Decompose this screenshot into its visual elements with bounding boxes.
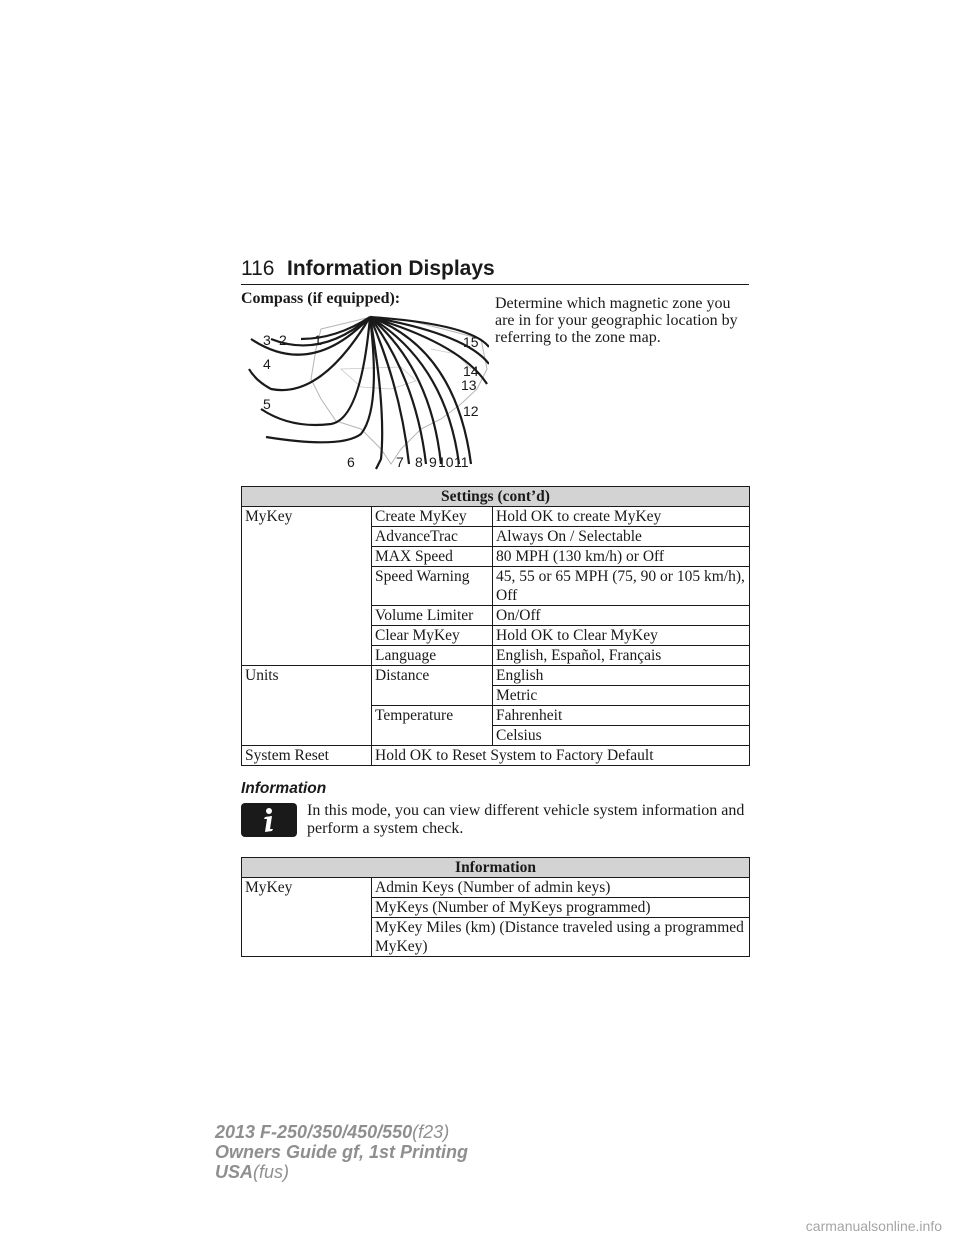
header-rule [241,284,749,285]
mykey-value: Always On / Selectable [493,527,750,547]
mykey-value: 80 MPH (130 km/h) or Off [493,547,750,567]
zone-label: 4 [263,356,271,372]
zone-label: 3 [263,332,271,348]
compass-zone-map [241,309,489,471]
temperature-option: Fahrenheit [493,706,750,726]
language-label: Language [372,646,493,666]
info-icon [241,803,297,837]
table-row [242,746,750,766]
zone-label: 11 [454,454,469,470]
info-mykey-label: MyKey [242,878,372,957]
zone-label: 14 [463,363,479,379]
mykey-value: 45, 55 or 65 MPH (75, 90 or 105 km/h), Off [493,567,750,606]
distance-option: Metric [493,686,750,706]
temperature-option: Celsius [493,726,750,746]
footer-line-1 [215,1122,468,1142]
mykey-item: MAX Speed [372,547,493,567]
zone-label: 8 [415,454,423,470]
zone-label: 2 [279,332,287,348]
mykey-value: Hold OK to create MyKey [493,507,750,527]
table-caption-row [242,487,750,507]
system-reset-label: System Reset [242,746,372,766]
table-row [242,507,750,527]
watermark: carmanualsonline.info [805,1218,942,1234]
table-caption-row [242,858,750,878]
mykey-item: Clear MyKey [372,626,493,646]
settings-table [241,486,750,766]
mykey-value: On/Off [493,606,750,626]
mykey-item: Speed Warning [372,567,493,606]
page-footer [215,1122,468,1182]
information-heading: Information [241,780,327,797]
mykey-item: Volume Limiter [372,606,493,626]
page-header [241,257,749,287]
distance-label: Distance [372,666,493,706]
footer-region: USA [215,1162,254,1182]
mykey-value: Hold OK to Clear MyKey [493,626,750,646]
footer-line-3 [215,1162,468,1182]
zone-label: 15 [463,334,479,350]
table-row [242,666,750,686]
temperature-label: Temperature [372,706,493,746]
compass-heading: Compass (if equipped): [241,290,401,307]
mykey-label: MyKey [242,507,372,666]
zone-line-8 [370,317,409,464]
zone-label: 1 [314,332,322,348]
distance-option: English [493,666,750,686]
info-row-value: MyKeys (Number of MyKeys programmed) [372,898,750,918]
zone-label: 5 [263,396,271,412]
information-caption: Information [242,858,750,878]
info-row-value: MyKey Miles (km) (Distance traveled using a programmed MyKey) [372,918,750,957]
table-row [242,878,750,898]
compass-description: Determine which magnetic zone you are in for your geographic location by referring to the zone map. [495,295,738,346]
zone-label: 13 [461,377,477,393]
information-text: In this mode, you can view different vehicle system information and perform a system check. [307,802,745,837]
page-number: 116 [241,257,275,280]
language-value: English, Español, Français [493,646,750,666]
system-reset-value: Hold OK to Reset System to Factory Default [372,746,750,766]
zone-labels [263,332,479,470]
units-label: Units [242,666,372,746]
footer-region-code: (fus) [253,1162,290,1182]
mykey-item: AdvanceTrac [372,527,493,547]
settings-caption: Settings (cont’d) [242,487,750,507]
footer-guide: Owners Guide gf, 1st Printing [215,1142,469,1162]
mykey-item: Create MyKey [372,507,493,527]
zone-label: 7 [396,454,404,470]
zone-label: 12 [463,403,479,419]
zone-label: 10 [438,454,454,470]
info-row-value: Admin Keys (Number of admin keys) [372,878,750,898]
footer-model: 2013 F-250/350/450/550 [215,1122,413,1142]
section-title: Information Displays [287,257,495,280]
zone-line-11 [370,317,459,464]
zone-label: 9 [429,454,437,470]
info-glyph [241,803,297,837]
information-table [241,857,750,957]
zone-label: 6 [347,454,355,470]
footer-model-code: (f23) [412,1122,450,1142]
